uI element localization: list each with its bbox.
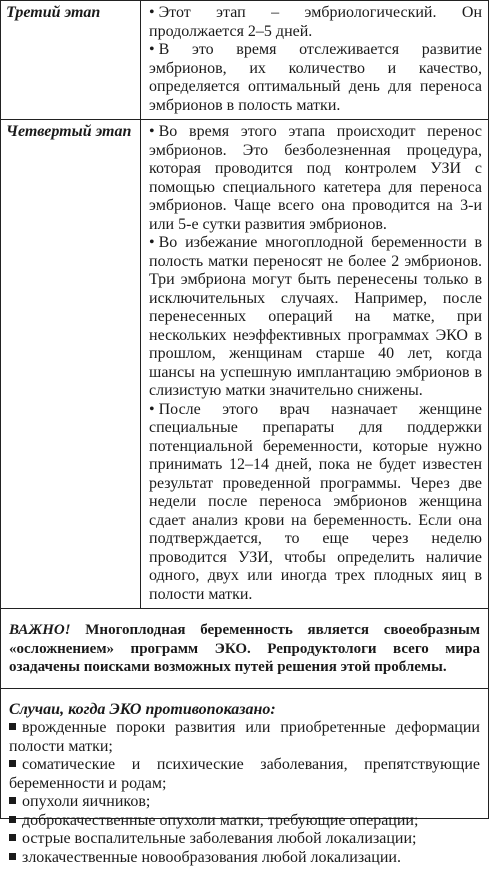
- stage-label: Четвертый этап: [1, 120, 141, 609]
- bullet-item: [149, 234, 482, 401]
- bullet-text: После этого врач назначает женщине специальные препараты для поддержки потенциальной беременности, которые нужно принимать 12–14 дней, пока не будет известен результат проведенной программы. Через две недели после переноса эмбрионов женщина сдает анализ крови на беременность. Если она подтверждается, то еще через неделю проводится УЗИ, чтобы определить наличие одного, двух или иногда трех плодных яиц в полости матки.: [149, 401, 482, 603]
- contraindication-text: злокачественные новообразования любой локализации.: [22, 849, 401, 866]
- contraindication-text: врожденные пороки развития или приобретенные деформации полости матки;: [9, 719, 480, 755]
- bullet-item: [149, 123, 482, 234]
- contraindication-item: [9, 793, 480, 812]
- square-bullet-icon: [9, 816, 16, 823]
- square-bullet-icon: [9, 723, 16, 730]
- square-bullet-icon: [9, 853, 16, 860]
- square-bullet-icon: [9, 797, 16, 804]
- square-bullet-icon: [9, 760, 16, 767]
- stage-row-4: [1, 120, 488, 609]
- bullet-glyph: •: [149, 234, 155, 251]
- bullet-text: Во избежание многоплодной беременности в полость матки переносят не более 2 эмбрионов. Три эмбриона могут быть перенесены только в исключительных случаях. Например, после перенесенных операций на матке, при нескольких неэффективных программах ЭКО в прошлом, женщинам старше 40 лет, когда шансы на успешную имплантацию эмбрионов в слизистую матки значительно снижены.: [149, 234, 482, 399]
- bullet-glyph: •: [149, 123, 155, 140]
- bullet-item: [149, 4, 482, 41]
- important-text: Многоплодная беременность является своеобразным «осложнением» программ ЭКО. Репродуктологи всего мира озадачены поисками возможных путей решения этой проблемы.: [9, 622, 480, 675]
- important-note: [1, 609, 488, 689]
- bullet-text: В это время отслеживается развитие эмбрионов, их количество и качество, определяется оптимальный день для переноса эмбрионов в полость матки.: [149, 41, 482, 114]
- stage-row-3: [1, 1, 488, 120]
- contraindications-section: [1, 689, 488, 871]
- contraindication-text: острые воспалительные заболевания любой локализации;: [22, 830, 417, 847]
- bullet-glyph: •: [149, 41, 155, 58]
- bullet-glyph: •: [149, 401, 155, 418]
- stage-label: Третий этап: [1, 1, 141, 120]
- contraindication-text: доброкачественные опухоли матки, требующие операции;: [22, 812, 418, 829]
- contraindication-text: опухоли яичников;: [22, 793, 150, 810]
- contraindication-text: соматические и психические заболевания, препятствующие беременности и родам;: [9, 756, 480, 792]
- bullet-item: [149, 401, 482, 605]
- contraindication-item: [9, 849, 480, 868]
- contraindications-title: Случаи, когда ЭКО противопоказано:: [9, 701, 480, 720]
- important-lead: ВАЖНО!: [9, 622, 71, 638]
- stage-content: [141, 120, 489, 609]
- stage-content: [141, 1, 489, 120]
- contraindication-item: [9, 756, 480, 793]
- contraindication-item: [9, 830, 480, 849]
- square-bullet-icon: [9, 834, 16, 841]
- stages-table: [1, 1, 488, 609]
- bullet-glyph: •: [149, 4, 155, 21]
- contraindication-item: [9, 719, 480, 756]
- bullet-item: [149, 41, 482, 115]
- bullet-text: Этот этап – эмбриологический. Он продолжается 2–5 дней.: [149, 4, 482, 40]
- bullet-text: Во время этого этапа происходит перенос эмбрионов. Это безболезненная процедура, которая проводится под контролем УЗИ с помощью специального катетера для переноса эмбрионов. Чаще всего она проводится на 3-и или 5-е сутки развития эмбрионов.: [149, 123, 482, 233]
